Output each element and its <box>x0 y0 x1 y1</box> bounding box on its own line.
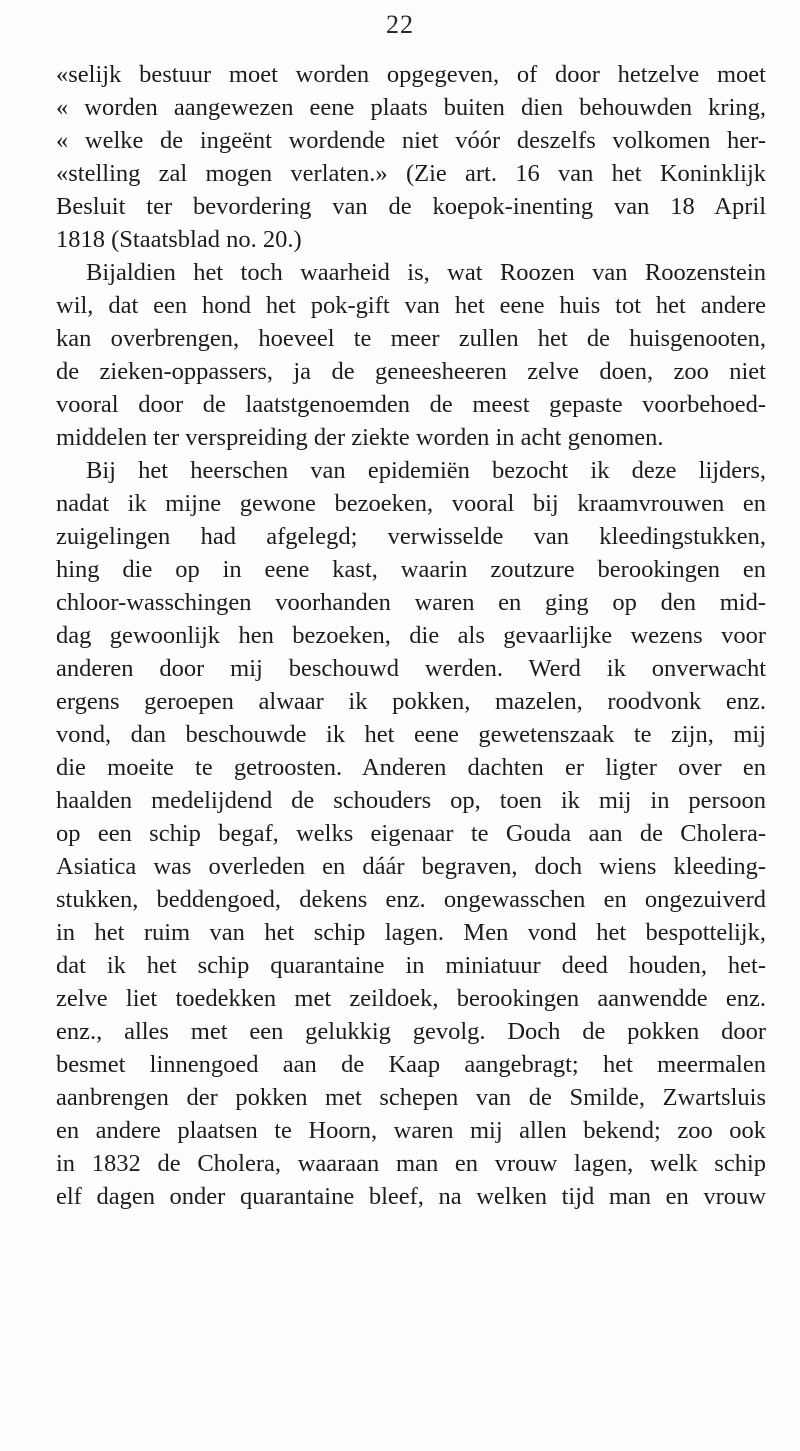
text-line: anderen door mij beschouwd werden. Werd ik onverwacht <box>56 655 766 682</box>
text-line: zuigelingen had afgelegd; verwisselde van kleedingstukken, <box>56 523 766 550</box>
text-line: elf dagen onder quarantaine bleef, na welken tijd man en vrouw <box>56 1183 766 1210</box>
text-line: haalden medelijdend de schouders op, toen ik mij in persoon <box>56 787 766 814</box>
text-line: « worden aangewezen eene plaats buiten dien behouwden kring, <box>56 94 766 121</box>
text-line: dat ik het schip quarantaine in miniatuur deed houden, het- <box>56 952 766 979</box>
text-line: Asiatica was overleden en dáár begraven, doch wiens kleeding- <box>56 853 766 880</box>
text-line: «selijk bestuur moet worden opgegeven, of door hetzelve moet <box>56 61 766 88</box>
text-line: hing die op in eene kast, waarin zoutzure berookingen en <box>56 556 766 583</box>
text-line: 1818 (Staatsblad no. 20.) <box>56 226 302 253</box>
text-line: in het ruim van het schip lagen. Men vond het bespottelijk, <box>56 919 766 946</box>
body-text <box>56 58 766 1213</box>
text-line: en andere plaatsen te Hoorn, waren mij allen bekend; zoo ook <box>56 1117 766 1144</box>
text-line: in 1832 de Cholera, waaraan man en vrouw lagen, welk schip <box>56 1150 766 1177</box>
text-line: ergens geroepen alwaar ik pokken, mazelen, roodvonk enz. <box>56 688 766 715</box>
text-line: «stelling zal mogen verlaten.» (Zie art. 16 van het Koninklijk <box>56 160 766 187</box>
page-number: 22 <box>386 10 414 39</box>
text-line: « welke de ingeënt wordende niet vóór deszelfs volkomen her- <box>56 127 766 154</box>
text-line: wil, dat een hond het pok-gift van het eene huis tot het andere <box>56 292 766 319</box>
text-line: zelve liet toedekken met zeildoek, berookingen aanwendde enz. <box>56 985 766 1012</box>
text-line: dag gewoonlijk hen bezoeken, die als gevaarlijke wezens voor <box>56 622 766 649</box>
text-line: Besluit ter bevordering van de koepok-inenting van 18 April <box>56 193 766 220</box>
text-line: nadat ik mijne gewone bezoeken, vooral bij kraamvrouwen en <box>56 490 766 517</box>
text-line: vooral door de laatstgenoemden de meest gepaste voorbehoed- <box>56 391 766 418</box>
text-line: die moeite te getroosten. Anderen dachten er ligter over en <box>56 754 766 781</box>
text-line: de zieken-oppassers, ja de geneesheeren zelve doen, zoo niet <box>56 358 766 385</box>
text-line: chloor-wasschingen voorhanden waren en ging op den mid- <box>56 589 766 616</box>
text-line: aanbrengen der pokken met schepen van de Smilde, Zwartsluis <box>56 1084 766 1111</box>
text-line: vond, dan beschouwde ik het eene gewetenszaak te zijn, mij <box>56 721 766 748</box>
text-line: middelen ter verspreiding der ziekte worden in acht genomen. <box>56 424 664 451</box>
text-line: op een schip begaf, welks eigenaar te Gouda aan de Cholera- <box>56 820 766 847</box>
text-line: Bijaldien het toch waarheid is, wat Roozen van Roozenstein <box>86 259 766 286</box>
text-line: stukken, beddengoed, dekens enz. ongewasschen en ongezuiverd <box>56 886 766 913</box>
text-line: enz., alles met een gelukkig gevolg. Doch de pokken door <box>56 1018 766 1045</box>
text-line: kan overbrengen, hoeveel te meer zullen het de huisgenooten, <box>56 325 766 352</box>
text-line: besmet linnengoed aan de Kaap aangebragt; het meermalen <box>56 1051 766 1078</box>
text-line: Bij het heerschen van epidemiën bezocht ik deze lijders, <box>86 457 766 484</box>
